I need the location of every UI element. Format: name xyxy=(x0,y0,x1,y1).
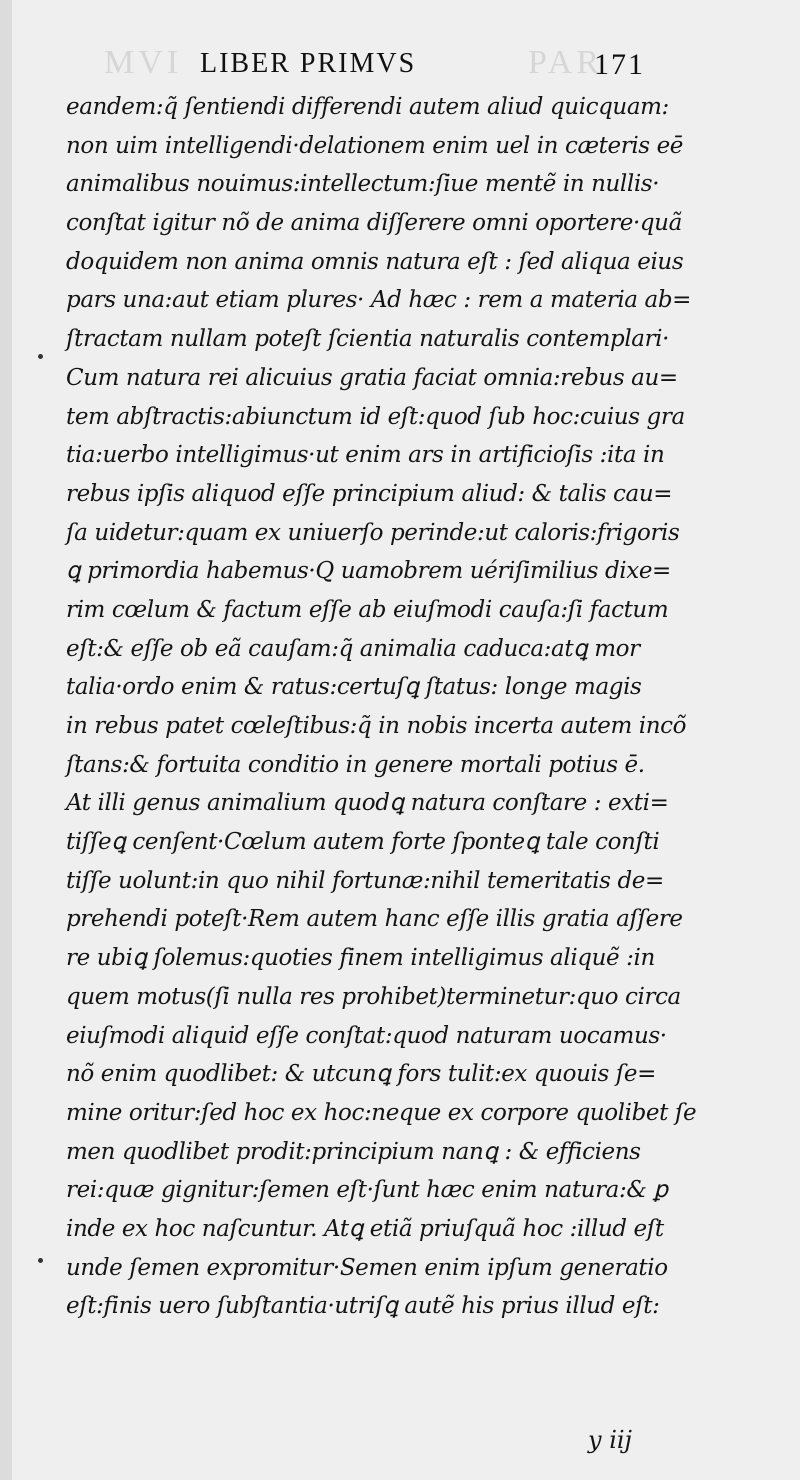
text-line: ſa uidetur:quam ex uniuerſo perinde:ut caloris:frigoris xyxy=(66,519,680,546)
page-header xyxy=(200,48,680,88)
signature-mark: y iij xyxy=(588,1426,632,1454)
text-line: ſtractam nullam poteſt ſcientia naturalis contemplari· xyxy=(66,326,670,353)
text-line: nõ enim quodlibet: & utcunꝗ fors tulit:ex quouis ſe= xyxy=(66,1061,656,1088)
text-line: non uim intelligendi·delationem enim uel in cæteris eē xyxy=(66,132,684,159)
margin-mark xyxy=(38,1258,43,1263)
text-line: tia:uerbo intelligimus·ut enim ars in artificioſis :ita in xyxy=(66,442,665,469)
text-line: talia·ordo enim & ratus:certuſꝗ ſtatus: longe magis xyxy=(66,674,642,701)
text-line: mine oritur:ſed hoc ex hoc:neque ex corpore quolibet ſe xyxy=(66,1099,697,1126)
text-line: eiuſmodi aliquid eſſe conſtat:quod naturam uocamus· xyxy=(66,1022,667,1049)
text-line: pars una:aut etiam plures· Ad hæc : rem a materia ab= xyxy=(66,287,692,314)
text-line: eſt:& eſſe ob eã cauſam:q̃ animalia caduca:atꝗ mor xyxy=(66,635,640,662)
margin-mark xyxy=(38,354,43,359)
text-line: tiſſe uolunt:in quo nihil fortunæ:nihil temeritatis de= xyxy=(66,867,664,894)
text-line: inde ex hoc naſcuntur. Atꝗ etiã priuſquã hoc :illud eſt xyxy=(66,1215,664,1242)
text-line: in rebus patet cœleſtibus:q̃ in nobis incerta autem incõ xyxy=(66,713,687,739)
text-line: rebus ipſis aliquod eſſe principium aliud: & talis cau= xyxy=(66,480,673,507)
text-line: conſtat igitur nõ de anima diſſerere omni oportere·quã xyxy=(66,210,682,237)
text-line: eandem:q̃ ſentiendi differendi autem aliud quicquam: xyxy=(66,94,669,120)
text-line: quem motus(ſi nulla res prohibet)terminetur:quo circa xyxy=(66,983,681,1010)
body-text xyxy=(66,88,756,1326)
show-through-text-right: PAR xyxy=(528,44,604,81)
text-line: eſt:finis uero ſubſtantia·utriſꝗ autẽ his prius illud eſt: xyxy=(66,1293,660,1320)
text-line: animalibus nouimus:intellectum:ſiue mentẽ in nullis· xyxy=(66,171,660,198)
text-line: tiſſeꝗ cenſent·Cœlum autem forte ſponteꝗ tale conſti xyxy=(66,829,660,856)
text-line: rei:quæ gignitur:ſemen eſt·ſunt hæc enim natura:& ꝑ xyxy=(66,1177,668,1204)
show-through-text-left: MVI xyxy=(104,44,183,81)
text-line: ſtans:& fortuita conditio in genere mortali potius ē. xyxy=(66,751,645,778)
text-line: prehendi poteſt·Rem autem hanc eſſe illis gratia aſſere xyxy=(66,906,683,933)
text-line: unde ſemen expromitur·Semen enim ipſum generatio xyxy=(66,1254,668,1281)
text-line: Cum natura rei alicuius gratia faciat omnia:rebus au= xyxy=(66,364,678,391)
text-line: rim cœlum & factum eſſe ab eiuſmodi cauſa:ſi factum xyxy=(66,596,669,623)
page-edge xyxy=(0,0,12,1480)
running-head: LIBER PRIMVS xyxy=(200,48,417,79)
text-line: men quodlibet prodit:principium nanꝗ : & efficiens xyxy=(66,1138,641,1165)
text-line: At illi genus animalium quodꝗ natura conſtare : exti= xyxy=(66,790,669,817)
text-line: tem abſtractis:abiunctum id eſt:quod ſub hoc:cuius gra xyxy=(66,403,685,430)
folio-number: 171 xyxy=(594,48,645,81)
text-line: re ubiꝗ ſolemus:quoties finem intelligimus aliquẽ :in xyxy=(66,945,655,972)
text-line: ꝗ primordia habemus·Q uamobrem uériſimilius dixe= xyxy=(66,558,671,585)
text-line: doquidem non anima omnis natura eſt : ſed aliqua eius xyxy=(66,248,684,275)
